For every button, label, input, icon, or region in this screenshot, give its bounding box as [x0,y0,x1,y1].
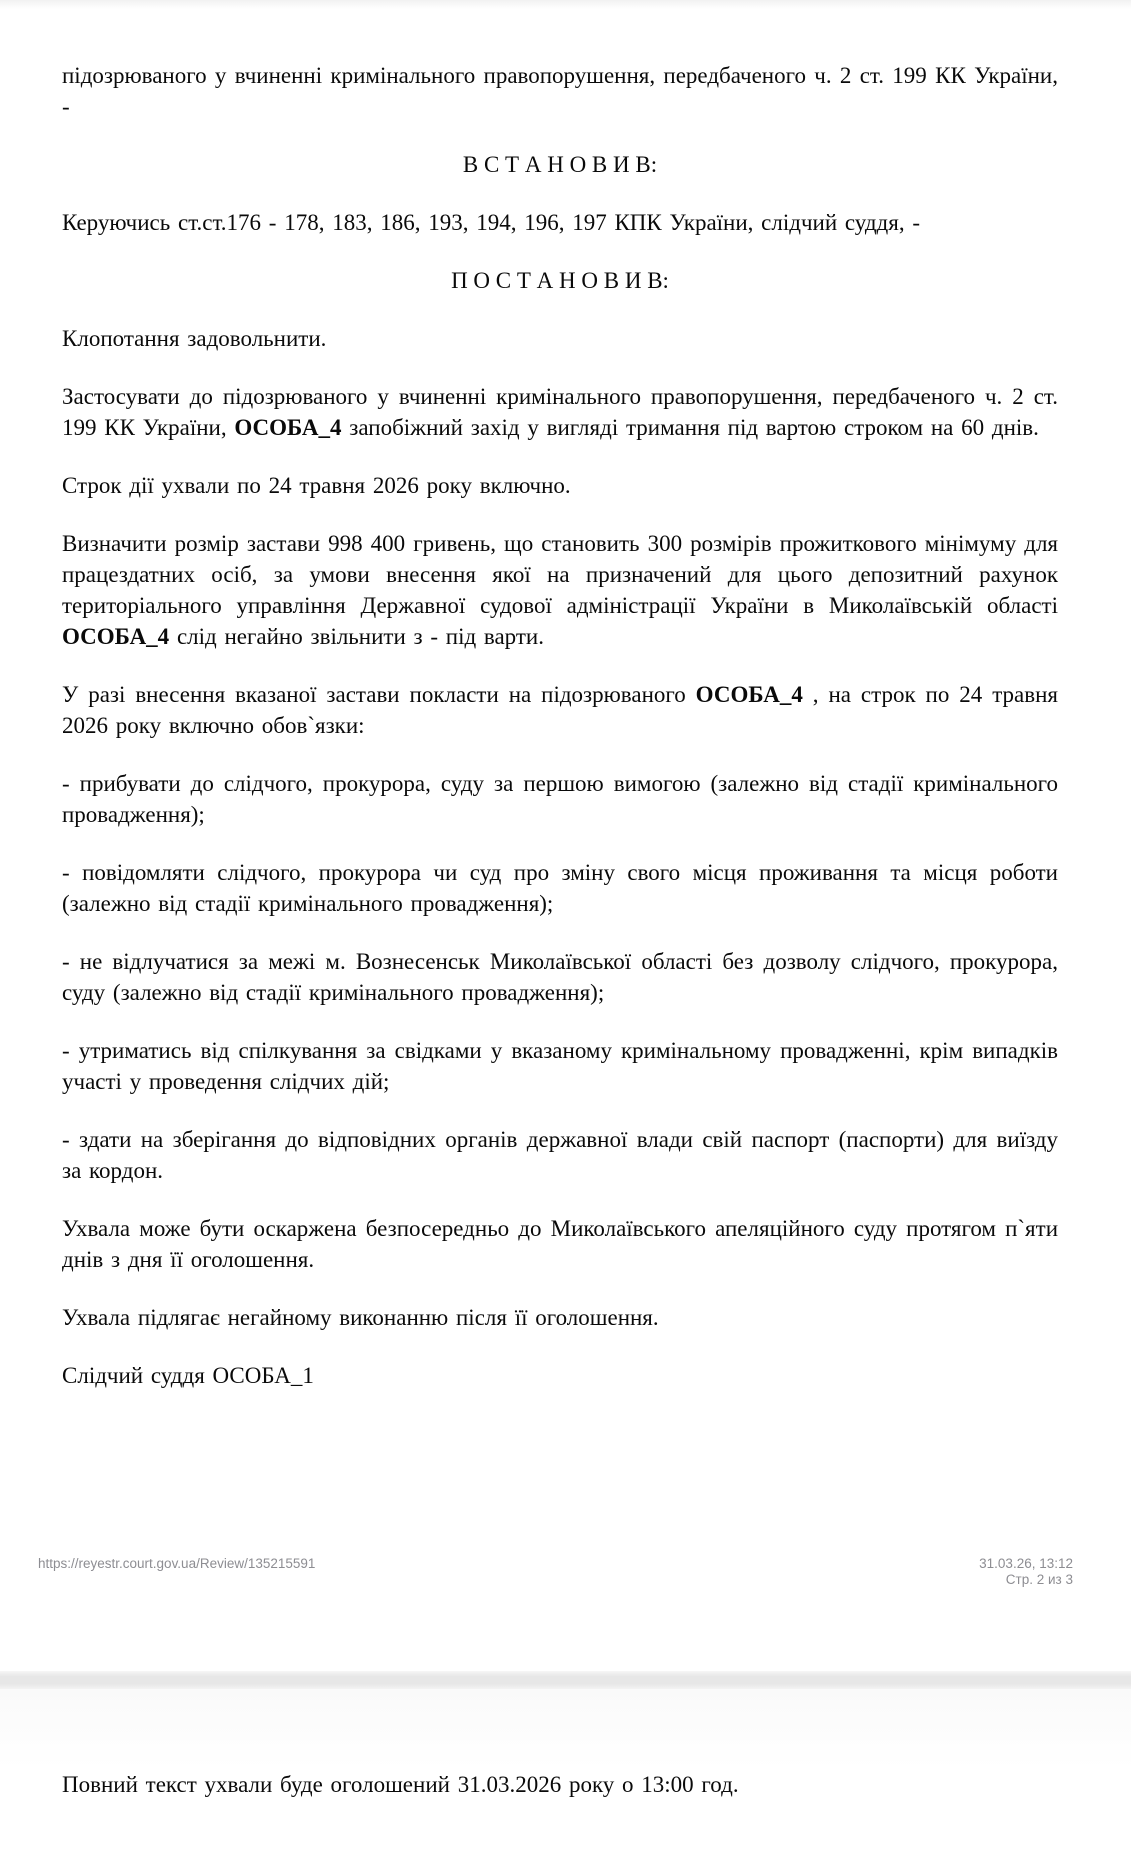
paragraph [62,679,1058,741]
paragraph [62,768,1058,830]
footer-url: https://reyestr.court.gov.ua/Review/135215591 [38,1556,316,1571]
paragraph [62,857,1058,919]
paragraph [62,470,1058,501]
paragraph [62,528,1058,652]
text-segment: Визначити розмір застави 998 400 гривень, що становить 300 розмірів прожиткового мінімуму для працездатних осіб, за умови внесення якої на призначений для цього депозитний рахунок територіального управління Державної судової адміністрації України в Миколаївській області [62,531,1058,618]
text-segment: , на строк по 24 травня 2026 року включно обов`язки: [62,682,1058,738]
paragraph [62,1769,1058,1800]
footer-datetime: 31.03.26, 13:12 [979,1556,1073,1571]
text-segment: - утриматись від спілкування за свідками у вказаному кримінальному провадженні, крім випадків участі у проведення слідчих дій; [62,1038,1058,1094]
paragraph [62,323,1058,354]
text-segment: - здати на зберігання до відповідних органів державної влади свій паспорт (паспорти) для виїзду за кордон. [62,1127,1058,1183]
redacted-person-ref: ОСОБА_4 [62,624,170,649]
text-segment: Керуючись ст.ст.176 - 178, 183, 186, 193, 194, 196, 197 КПК України, слідчий суддя, - [62,210,920,235]
paragraph [62,1124,1058,1186]
document-page-3 [0,1689,1131,1867]
footer-meta [979,1556,1073,1588]
text-segment: Строк дії ухвали по 24 травня 2026 року включно. [62,473,571,498]
document-body [62,60,1058,1391]
text-segment: - прибувати до слідчого, прокурора, суду за першою вимогою (залежно від стадії кримінального провадження); [62,771,1058,827]
page-separator [0,1671,1131,1689]
text-segment: Застосувати до підозрюваного у вчиненні кримінального правопорушення, передбаченого ч. 2 ст. 199 КК України, [62,384,1058,440]
text-segment: Ухвала підлягає негайному виконанню після її оголошення. [62,1305,659,1330]
section-heading [62,265,1058,296]
text-segment: Слідчий суддя ОСОБА_1 [62,1363,314,1388]
text-segment: П О С Т А Н О В И В: [451,268,669,293]
text-segment: - повідомляти слідчого, прокурора чи суд про зміну свого місця проживання та місця роботи (залежно від стадії кримінального провадження); [62,860,1058,916]
page-top-shadow [0,0,1131,9]
document-body-next-page [62,1769,1058,1800]
section-heading [62,149,1058,180]
footer-page-number: Стр. 2 из 3 [1005,1572,1073,1587]
paragraph [62,946,1058,1008]
page-footer [38,1556,1073,1588]
redacted-person-ref: ОСОБА_4 [234,415,342,440]
paragraph [62,1213,1058,1275]
redacted-person-ref: ОСОБА_4 [695,682,803,707]
text-segment: слід негайно звільнити з - під варти. [169,624,544,649]
paragraph [62,1360,1058,1391]
text-segment: Повний текст ухвали буде оголошений 31.03.2026 року о 13:00 год. [62,1772,739,1797]
paragraph [62,1035,1058,1097]
text-segment: В С Т А Н О В И В: [462,152,658,177]
paragraph [62,60,1058,122]
text-segment: Клопотання задовольнити. [62,326,327,351]
paragraph [62,1302,1058,1333]
paragraph [62,207,1058,238]
text-segment: - не відлучатися за межі м. Вознесенськ Миколаївської області без дозволу слідчого, прокурора, суду (залежно від стадії кримінального провадження); [62,949,1058,1005]
text-segment: підозрюваного у вчиненні кримінального правопорушення, передбаченого ч. 2 ст. 199 КК України, - [62,63,1058,119]
text-segment: У разі внесення вказаної застави покласти на підозрюваного [62,682,696,707]
text-segment: Ухвала може бути оскаржена безпосередньо до Миколаївського апеляційного суду протягом п`яти днів з дня її оголошення. [62,1216,1058,1272]
text-segment: запобіжний захід у вигляді тримання під вартою строком на 60 днів. [341,415,1039,440]
paragraph [62,381,1058,443]
